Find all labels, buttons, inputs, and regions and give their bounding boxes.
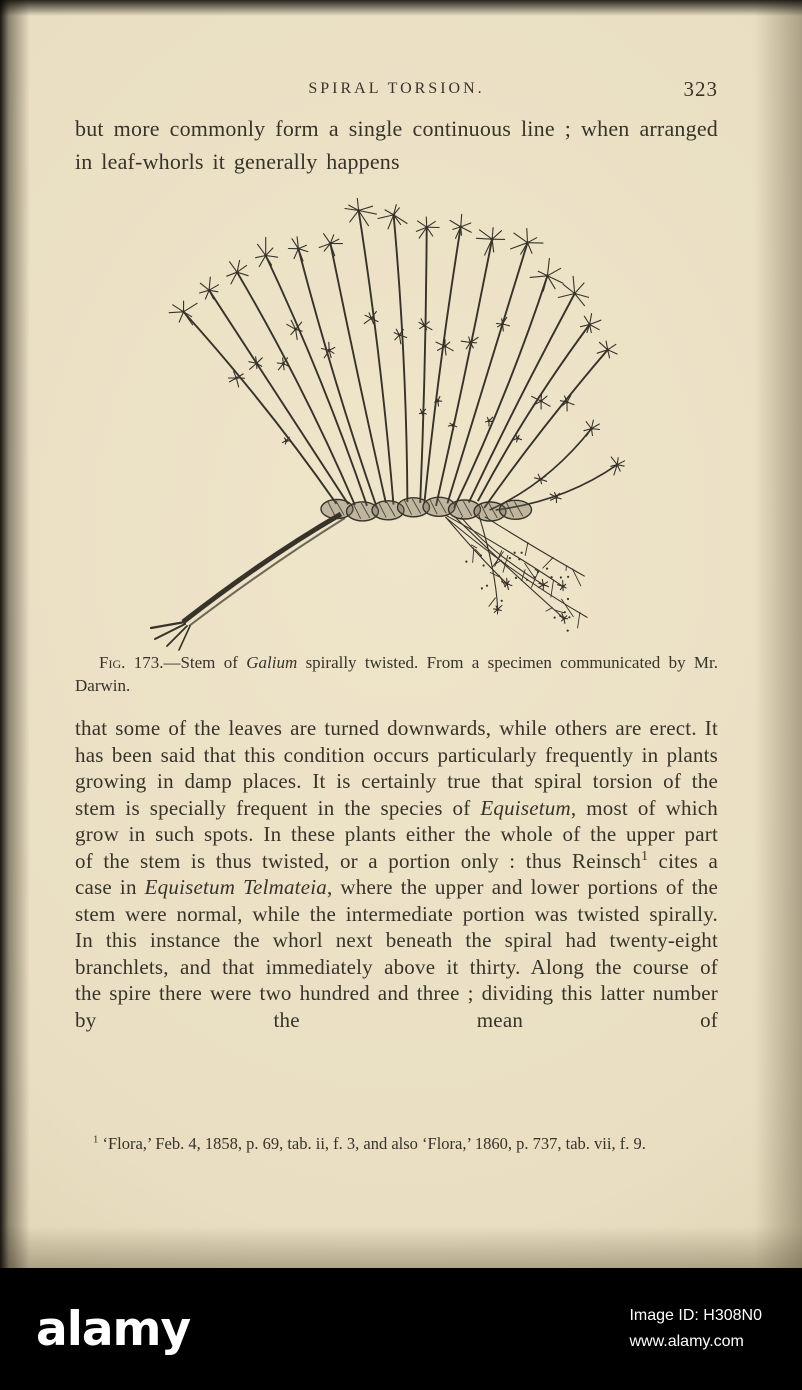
- text-segment: , where the upper and lower portions of the stem were normal, while the intermediate portion was twisted spirally. In this instance the whorl next beneath the spiral had twenty-eight branchlets, and that immediately above it thirty. Along the course of the spire there were two hundred and three ; dividing this latter number by the mean of: [75, 875, 719, 1032]
- text-segment: cites a case in: [75, 848, 719, 899]
- image-id: Image ID: H308N0: [629, 1306, 762, 1324]
- text-segment: Galium: [246, 653, 298, 672]
- page-number: 323: [683, 77, 718, 101]
- text-segment: Equisetum: [480, 795, 571, 820]
- text-segment: , most of which grow in such spots. In these plants either the whole of the upper part of the stem is thus twisted, or a portion only : thus Reinsch: [75, 795, 718, 873]
- text-segment: that some of the leaves are turned downwards, while others are erect. It has been said that this condition occurs particularly frequently in plants growing in damp places. It is certainly true that spiral torsion of the stem is specially frequent in the species of: [75, 716, 718, 820]
- text-segment: —Stem of: [163, 653, 247, 672]
- alamy-watermark-bar: [0, 1268, 802, 1390]
- footnote: [75, 1132, 718, 1155]
- galium-stem-illustration: [145, 198, 635, 653]
- text-segment: 1: [641, 847, 649, 863]
- paragraph-body: [75, 715, 718, 1033]
- text-segment: ‘Flora,’ Feb. 4, 1858, p. 69, tab. ii, f. 3, and also ‘Flora,’ 1860, p. 737, tab. vii, f. 9.: [98, 1134, 646, 1153]
- running-head: [75, 77, 718, 101]
- paragraph-intro: but more commonly form a single continuous line ; when arranged in leaf-whorls it generally happens: [75, 116, 718, 174]
- text-segment: Equisetum Telmateia: [144, 875, 327, 899]
- text-segment: Fig. 173.: [99, 653, 164, 672]
- figure-galium: [145, 198, 635, 653]
- figure-caption: [75, 651, 718, 697]
- text-segment: 1: [93, 1133, 99, 1146]
- running-head-title: SPIRAL TORSION.: [308, 80, 485, 97]
- alamy-url: www.alamy.com: [629, 1333, 744, 1350]
- alamy-logo: alamy: [36, 1301, 191, 1357]
- text-segment: spirally twisted. From a specimen communicated by Mr. Darwin.: [75, 653, 718, 695]
- alamy-meta: [629, 1303, 762, 1356]
